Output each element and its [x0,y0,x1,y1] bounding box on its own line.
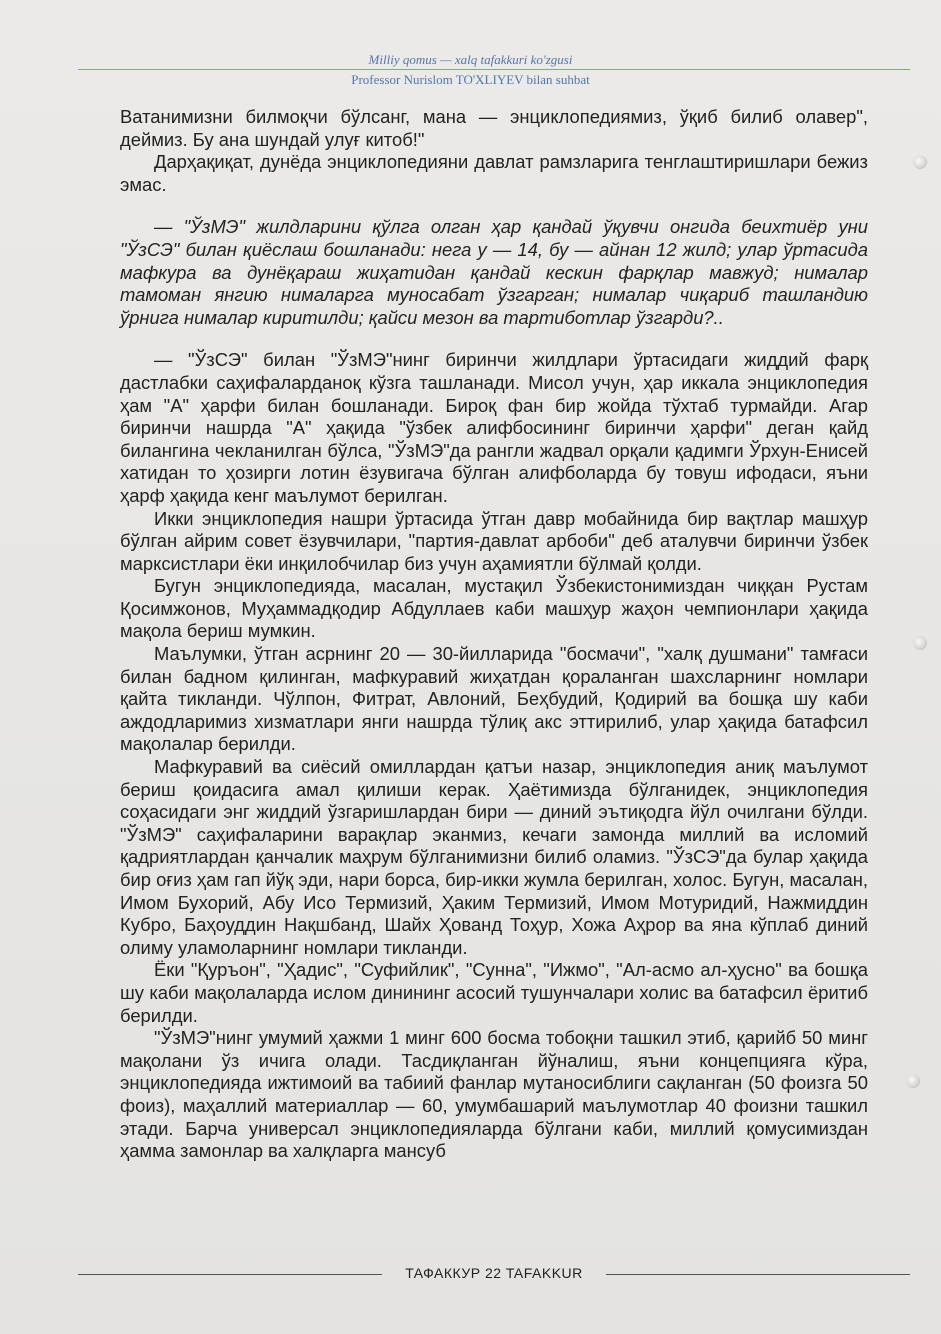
binder-hole-icon [913,155,927,169]
paragraph: Маълумки, ўтган асрнинг 20 — 30-йилларида "босмачи", "халқ душмани" тамғаси билан бадном қилинган, мафкуравий жиҳатдан қораланган шахсларнинг номлари қайта тикланди. Чўлпон, Фитрат, Авлоний, Беҳбудий, Қодирий ва бошқа шу каби аждодларимиз хизматлари янги нашрда тўлиқ акс эттирилиб, улар ҳақида батафсил мақолалар берилди. [120,643,868,755]
footer-rule-right [606,1274,910,1275]
binder-hole-icon [906,1074,920,1088]
paragraph: Икки энциклопедия нашри ўртасида ўтган давр мобайнида бир вақтлар машҳур бўлган айрим совет ёзувчилари, "партия-давлат арбоби" деб аталувчи биринчи ўзбек марксистлари ёки инқилобчилар биз учун аҳамиятли бўлмай қолди. [120,507,868,574]
article-body [120,106,868,1163]
answer-paragraph: — "ЎзСЭ" билан "ЎзМЭ"нинг биринчи жилдлари ўртасидаги жиддий фарқ дастлабки саҳифаларданоқ кўзга ташланади. Мисол учун, ҳар иккала энциклопедия ҳам "А" ҳарфи билан бошланади. Бироқ фан бир жойда тўхтаб турмайди. Агар биринчи нашрда "А" ҳақида "ўзбек алифбосининг биринчи ҳарфи" деган қайд билангина чекланилган бўлса, "ЎзМЭ"да рангли жадвал орқали қадимги Ўрхун-Енисей хатидан то ҳозирги лотин ёзувигача бўлган алифболарда бу товуш ифодаси, яъни ҳарф ҳақида кенг маълумот берилган. [120,349,868,506]
paragraph: Бугун энциклопедияда, масалан, мустақил Ўзбекистонимиздан чиққан Рустам Қосимжонов, Муҳаммадқодир Абдуллаев каби машҳур жаҳон чемпионлари ҳақида мақола бериш мумкин. [120,575,868,642]
running-footer [78,1265,910,1285]
question-paragraph: — "ЎзМЭ" жилдларини қўлга олган ҳар қандай ўқувчи онгида беихтиёр уни "ЎзСЭ" билан қиёслаш бошланади: нега у — 14, бу — айнан 12 жилд; улар ўртасида мафкура ва дунёқараш жиҳатидан қандай кескин фарқлар мавжуд; нималар тамоман янгию нималарга муносабат ўзгарган; нималар чиқариб ташландию ўрнига нималар киритилди; қайси мезон ва тартиботлар ўзгарди?.. [120,216,868,328]
header-series-title: Milliy qomus — xalq tafakkuri ko'zgusi [368,52,573,67]
footer-page-label: ТАФАККУР 22 TAFAKKUR [405,1265,583,1281]
header-rule [78,69,910,70]
paragraph: Дарҳақиқат, дунёда энциклопедияни давлат рамзларига тенглаштиришлари бежиз эмас. [120,151,868,195]
paragraph: Мафкуравий ва сиёсий омиллардан қатъи назар, энциклопедия аниқ маълумот бериш қоидасига амал қилиши керак. Ҳаётимизда бўлганидек, энциклопедия соҳасидаги энг жиддий ўзгаришлардан бири — диний эътиқодга йўл очилгани бўлди. "ЎзМЭ" саҳифаларини варақлар эканмиз, кечаги замонда миллий ва исломий қадриятлардан қанчалик маҳрум бўлганимизни билиб оламиз. "ЎзСЭ"да булар ҳақида бир оғиз ҳам гап йўқ эди, нари борса, бир-икки жумла берилган, холос. Бугун, масалан, Имом Бухорий, Абу Исо Термизий, Ҳаким Термизий, Имом Мотуридий, Нажмиддин Кубро, Баҳоуддин Нақшбанд, Шайх Ҳованд Тоҳур, Хожа Аҳрор ва яна кўплаб диний олиму уламоларнинг номлари тикланди. [120,756,868,958]
paragraph: "ЎзМЭ"нинг умумий ҳажми 1 минг 600 босма тобоқни ташкил этиб, қарийб 50 минг мақолани ўз ичига олади. Тасдиқланган йўналиш, яъни концепцияга кўра, энциклопедияда ижтимоий ва табиий фанлар мутаносиблиги сақланган (50 фоизга 50 фоиз), маҳаллий материаллар — 60, умумбашарий маълумотлар 40 фоизни ташкил этади. Барча универсал энциклопедияларда бўлгани каби, миллий қомусимиздан ҳамма замонлар ва халқларга мансуб [120,1027,868,1162]
paragraph: Ватанимизни билмоқчи бўлсанг, мана — энциклопедиямиз, ўқиб билиб олавер", деймиз. Бу ана шундай улуғ китоб!" [120,106,868,150]
header-interview-title: Professor Nurislom TO'XLIYEV bilan suhbat [351,72,590,87]
paragraph: Ёки "Қуръон", "Ҳадис", "Суфийлик", "Сунна", "Ижмо", "Ал-асмо ал-ҳусно" ва бошқа шу каби мақолаларда ислом динининг асосий тушунчалари холис ва батафсил ёритиб берилди. [120,959,868,1026]
binder-hole-icon [913,636,927,650]
